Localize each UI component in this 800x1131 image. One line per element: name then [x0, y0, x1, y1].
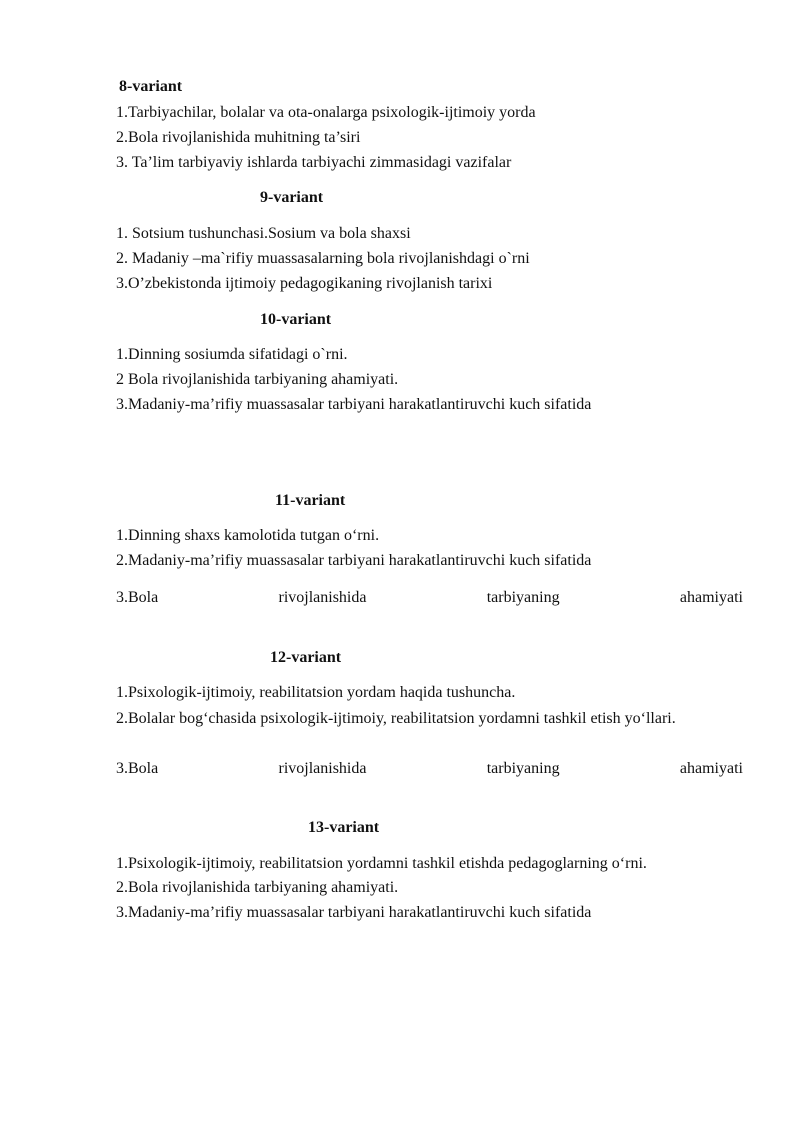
- variant-12-heading: 12-variant: [270, 649, 342, 666]
- variant-10-item-2: 2 Bola rivojlanishida tarbiyaning ahamiyati.: [116, 371, 399, 388]
- variant-13-item-3: 3.Madaniy-ma’rifiy muassasalar tarbiyani harakatlantiruvchi kuch sifatida: [116, 904, 592, 921]
- variant-13-heading: 13-variant: [308, 819, 380, 836]
- variant-12-item-3-word-3: tarbiyaning: [486, 760, 560, 777]
- variant-12-item-3-word-4: ahamiyati: [679, 760, 743, 777]
- variant-9-item-2: 2. Madaniy –ma`rifiy muassasalarning bola rivojlanishdagi o`rni: [116, 250, 530, 267]
- variant-10-item-3: 3.Madaniy-ma’rifiy muassasalar tarbiyani harakatlantiruvchi kuch sifatida: [116, 396, 592, 413]
- variant-13-item-2: 2.Bola rivojlanishida tarbiyaning ahamiyati.: [116, 879, 399, 896]
- variant-11-item-1: 1.Dinning shaxs kamolotida tutgan o‘rni.: [116, 527, 380, 544]
- variant-11-heading: 11-variant: [275, 492, 346, 509]
- variant-9-item-3: 3.O’zbekistonda ijtimoiy pedagogikaning rivojlanish tarixi: [116, 275, 493, 292]
- variant-11-item-3-word-2: rivojlanishida: [278, 589, 367, 606]
- variant-11-item-3-word-4: ahamiyati: [679, 589, 743, 606]
- variant-8-item-2: 2.Bola rivojlanishida muhitning ta’siri: [116, 129, 361, 146]
- variant-8-item-3: 3. Ta’lim tarbiyaviy ishlarda tarbiyachi zimmasidagi vazifalar: [116, 154, 512, 171]
- variant-9-item-1: 1. Sotsium tushunchasi.Sosium va bola shaxsi: [116, 225, 411, 242]
- variant-11-item-2: 2.Madaniy-ma’rifiy muassasalar tarbiyani harakatlantiruvchi kuch sifatida: [116, 552, 592, 569]
- variant-9-heading: 9-variant: [260, 189, 324, 206]
- variant-12-item-1: 1.Psixologik-ijtimoiy, reabilitatsion yordam haqida tushuncha.: [116, 684, 516, 701]
- variant-8-item-1: 1.Tarbiyachilar, bolalar va ota-onalarga psixologik-ijtimoiy yorda: [116, 104, 536, 121]
- variant-12-item-3: [116, 759, 743, 779]
- variant-11-item-3: [116, 588, 743, 608]
- variant-11-item-3-word-3: tarbiyaning: [486, 589, 560, 606]
- variant-11-item-3-word-1: 3.Bola: [116, 589, 159, 606]
- variant-12-item-3-word-1: 3.Bola: [116, 760, 159, 777]
- variant-12-item-3-word-2: rivojlanishida: [278, 760, 367, 777]
- variant-13-item-1: 1.Psixologik-ijtimoiy, reabilitatsion yordamni tashkil etishda pedagoglarning o‘rni.: [116, 855, 647, 872]
- variant-12-item-2: 2.Bolalar bog‘chasida psixologik-ijtimoiy, reabilitatsion yordamni tashkil etish yo‘llari.: [116, 710, 676, 727]
- variant-10-heading: 10-variant: [260, 311, 332, 328]
- variant-8-heading: 8-variant: [119, 78, 183, 95]
- variant-10-item-1: 1.Dinning sosiumda sifatidagi o`rni.: [116, 346, 348, 363]
